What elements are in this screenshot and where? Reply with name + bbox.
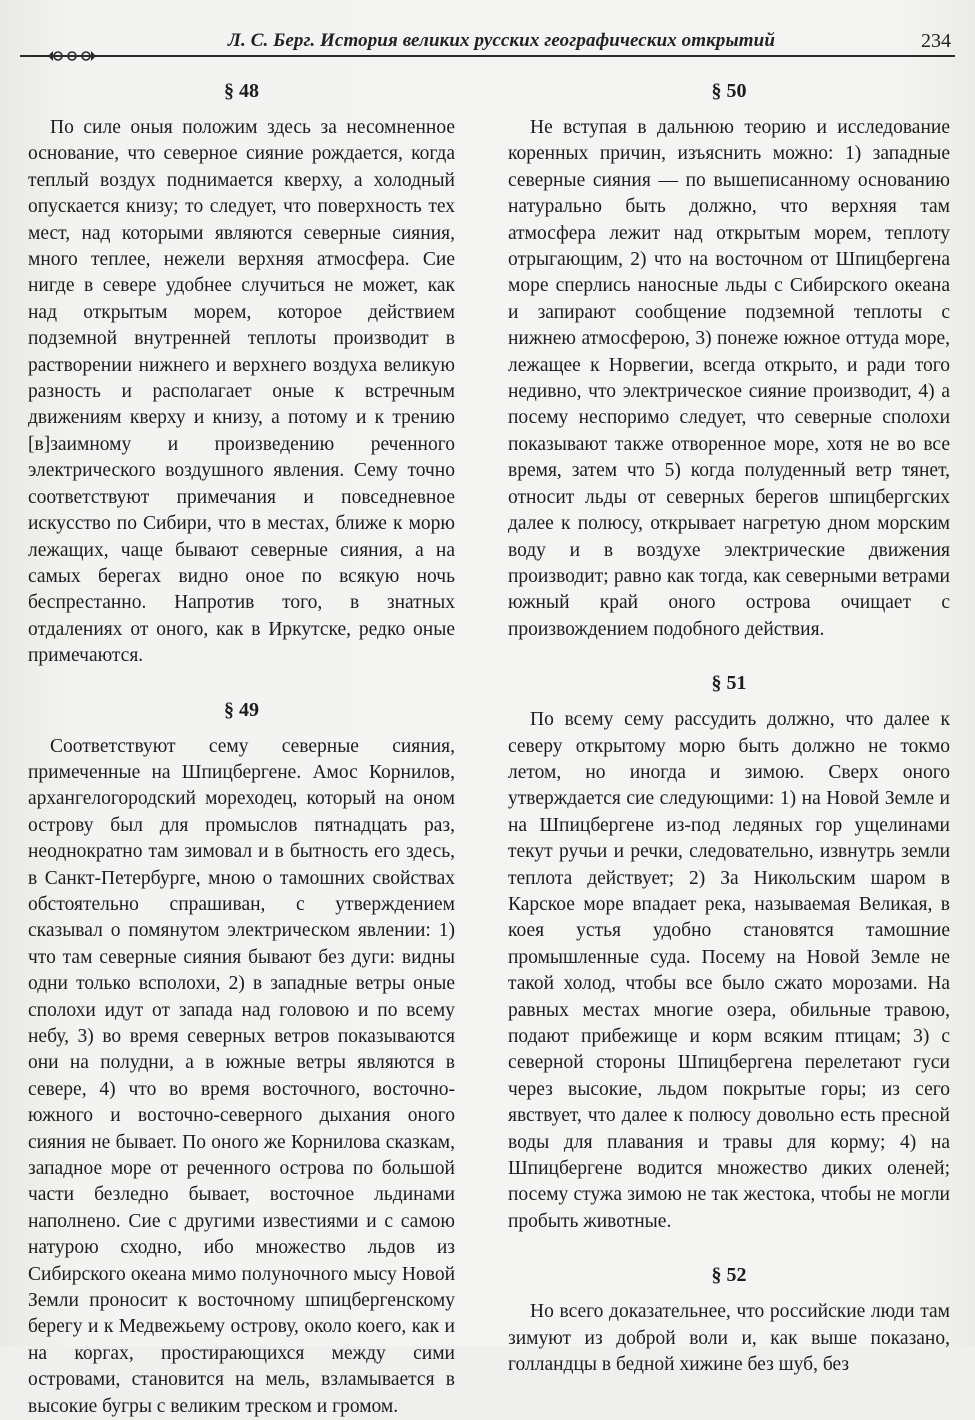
section-text-52: Но всего доказательнее, что российские люди там зимуют из доброй воли и, как выше показано, голландцы в бедной хижине без шуб, без bbox=[508, 1301, 950, 1376]
section-text-50: Не вступая в дальнюю теорию и исследование коренных причин, изъяснить можно: 1) западные северные сияния — по вышеписанному основанию натурально быть должно, что верхняя там атмосфера лежит над открытым морем, теплоту отрыгающим, 2) что на восточном от Шпицбергена море сперлись наносные льды с Сибирского океана и запирают сообщение подземной теплоты с нижнею атмосферою, 3) понеже южное оттуда море, лежащее к Норвегии, всегда открыто, и ради того недивно, что электрическое сияние производит, 4) а посему неспоримо следует, что северные сполохи показывают также отворенное море, хотя не во все время, затем что 5) когда полуденный ветр тянет, относит льды от северных берегов шпицбергских далее к полюсу, открывает нагретую дном морским воду и в воздухе электрические движения производит; равно как тогда, как северными ветрами южный край оного острова очищает с произвождением подобного действия. bbox=[508, 117, 950, 640]
section-heading-49: § 49 bbox=[224, 698, 259, 721]
section-heading-52: § 52 bbox=[711, 1264, 747, 1287]
header-rule bbox=[110, 55, 955, 57]
left-column bbox=[28, 78, 455, 1420]
section-heading-51: § 51 bbox=[711, 672, 747, 695]
right-column bbox=[508, 78, 950, 1378]
running-header bbox=[20, 22, 955, 62]
section-heading-50: § 50 bbox=[711, 80, 747, 102]
section-text-49: Соответствуют сему северные сияния, примеченные на Шпицбергене. Амос Корнилов, архангелогородский мореходец, который на оном острову был для промыслов пятнадцать раз, неоднократно там зимовал и в бытность его здесь, в Санкт-Петербурге, мною о тамошних свойствах обстоятельно спрашиван, с утверждением сказывал о помянутом электрическом явлении: 1) что там северные сияния бывают без дуги: видны одни только всполохи, 2) в западные ветры оные сполохи идут от запада над головою и по всему небу, 3) во время северных ветров показываются они на полудни, а в южные ветры являются в севере, 4) что во время восточного, восточно-южного и восточно-северного дыхания оного сияния не бывает. По оного же Корнилова сказкам, западное море от реченного острова по большой части безледно бывает, восточное льдинами наполнено. Сие с другими известиями и с самою натурою сходно, ибо множество льдов из Сибирского океана мимо полуночного мысу Новой Земли проносит к восточному шпицбергенскому берегу и к Медвежьему острову, около коего, как и на коргах, простирающихся между сими островами, становится на мель, взламывается в высокие бугры с великим треском и громом. bbox=[28, 735, 455, 1417]
section-heading-48: § 48 bbox=[224, 80, 259, 102]
ornament-icon bbox=[20, 44, 120, 68]
section-text-51: По всему сему рассудить должно, что далее к северу открытому морю быть должно не токмо летом, но иногда и зимою. Сверх оного утверждается сие следующими: 1) на Новой Земле и на Шпицбергене из-под ледяных гор ущелинами текут ручьи и речки, следовательно, извнутрь земли теплота действует; 2) За Никольским шаром в Карское море впадает река, называемая Великая, в коея устья удобно становятся тамошние промышленные суда. Посему на Новой Земле не такой холод, чтобы все было сжато морозами. На равных местах многие озера, обильные травою, подают прибежище и корм всяким птицам; 3) с северной стороны Шпицбергена перелетают гуси через высокие, льдом покрытые горы; из сего явствует, что далее к полюсу довольно есть пресной воды для плавания и травы для корму; 4) на Шпицбергене водится множество диких оленей; посему стужа зимою не так жестока, чтобы не могли пробыть животные. bbox=[508, 709, 950, 1232]
section-text-48: По силе оныя положим здесь за несомненное основание, что северное сияние рождается, когда теплый воздух поднимается кверху, а холодный опускается книзу; то следует, что поверхность тех мест, над которыми являются северные сияния, много теплее, нежели верхняя атмосфера. Сие нигде в севере удобнее случиться не может, как над открытым морем, которое действием подземной внутренней теплоты производит в растворении нижнего и верхнего воздуха великую разность и располагает оные к встречным движениям кверху и книзу, а потому и к трению [в]заимному и произведению реченного электрического воздушного явления. Сему точно соответствуют примечания и повседневное искусство по Сибири, что в местах, ближе к морю лежащих, чаще бывают северные сияния, а на самых берегах видно оное по всякую ночь беспрестанно. Напротив того, в знатных отдалениях от оного, как в Иркутске, редко оные примечаются. bbox=[28, 117, 455, 667]
page-number: 234 bbox=[921, 30, 951, 52]
running-title: Л. С. Берг. История великих русских географических открытий bbox=[227, 30, 775, 51]
